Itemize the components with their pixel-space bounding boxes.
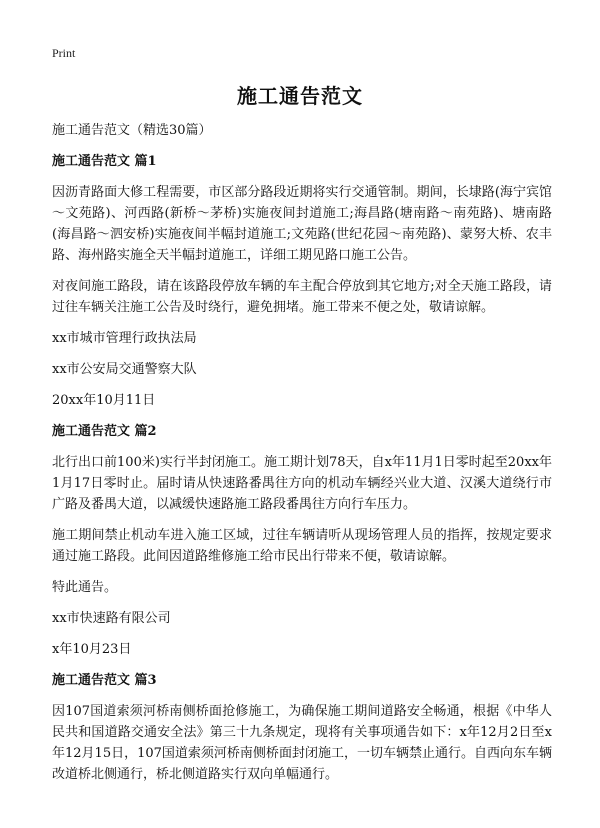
document-title: 施工通告范文 bbox=[237, 84, 363, 108]
signature-line: xx市城市管理行政执法局 bbox=[52, 331, 197, 346]
paragraph: 因沥青路面大修工程需要，市区部分路段近期将实行交通管制。期间，长埭路(海宁宾馆～文苑路)、河西路(新桥～茅桥)实施夜间封道施工;海昌路(塘南路～南苑路)、塘南路(海昌路～泗安桥)实施夜间半幅封道施工;文苑路(世纪花园～南苑路)、蒙努大桥、农丰路、海州路实施全天半幅封道施工，详细工期见路口施工公告。 bbox=[52, 185, 552, 263]
section-heading: 施工通告范文 篇2 bbox=[52, 424, 157, 439]
paragraph: 对夜间施工路段，请在该路段停放车辆的车主配合停放到其它地方;对全天施工路段，请过往车辆关注施工公告及时绕行，避免拥堵。施工带来不便之处，敬请谅解。 bbox=[52, 279, 552, 315]
paragraph: 因107国道索须河桥南侧桥面抢修施工，为确保施工期间道路安全畅通，根据《中华人民共和国道路交通安全法》第三十九条规定，现将有关事项通告如下：x年12月2日至x年12月15日，107国道索须河桥南侧桥面封闭施工，一切车辆禁止通行。自西向东车辆改道桥北侧通行，桥北侧道路实行双向单幅通行。 bbox=[52, 704, 552, 782]
document-body bbox=[52, 120, 552, 795]
paragraph: 北行出口前100米)实行半封闭施工。施工期计划78天，自x年11月1日零时起至20xx年1月17日零时止。届时请从快速路番禺往方向的机动车辆经兴业大道、汉溪大道绕行市广路及番禺大道，以减缓快速路施工路段番禺往方向行车压力。 bbox=[52, 455, 552, 512]
date-line: x年10月23日 bbox=[52, 642, 132, 657]
paragraph: 施工期间禁止机动车进入施工区域，过往车辆请听从现场管理人员的指挥，按规定要求通过施工路段。此间因道路维修施工给市民出行带来不便，敬请谅解。 bbox=[52, 528, 552, 564]
section-heading: 施工通告范文 篇1 bbox=[52, 154, 157, 169]
signature-line: xx市公安局交通警察大队 bbox=[52, 362, 197, 377]
date-line: 20xx年10月11日 bbox=[52, 393, 156, 408]
signature-line: xx市快速路有限公司 bbox=[52, 611, 171, 626]
document-subtitle: 施工通告范文（精选30篇） bbox=[52, 123, 212, 138]
closing-line: 特此通告。 bbox=[52, 580, 118, 595]
print-link[interactable]: Print bbox=[52, 46, 76, 60]
section-heading: 施工通告范文 篇3 bbox=[52, 673, 157, 688]
